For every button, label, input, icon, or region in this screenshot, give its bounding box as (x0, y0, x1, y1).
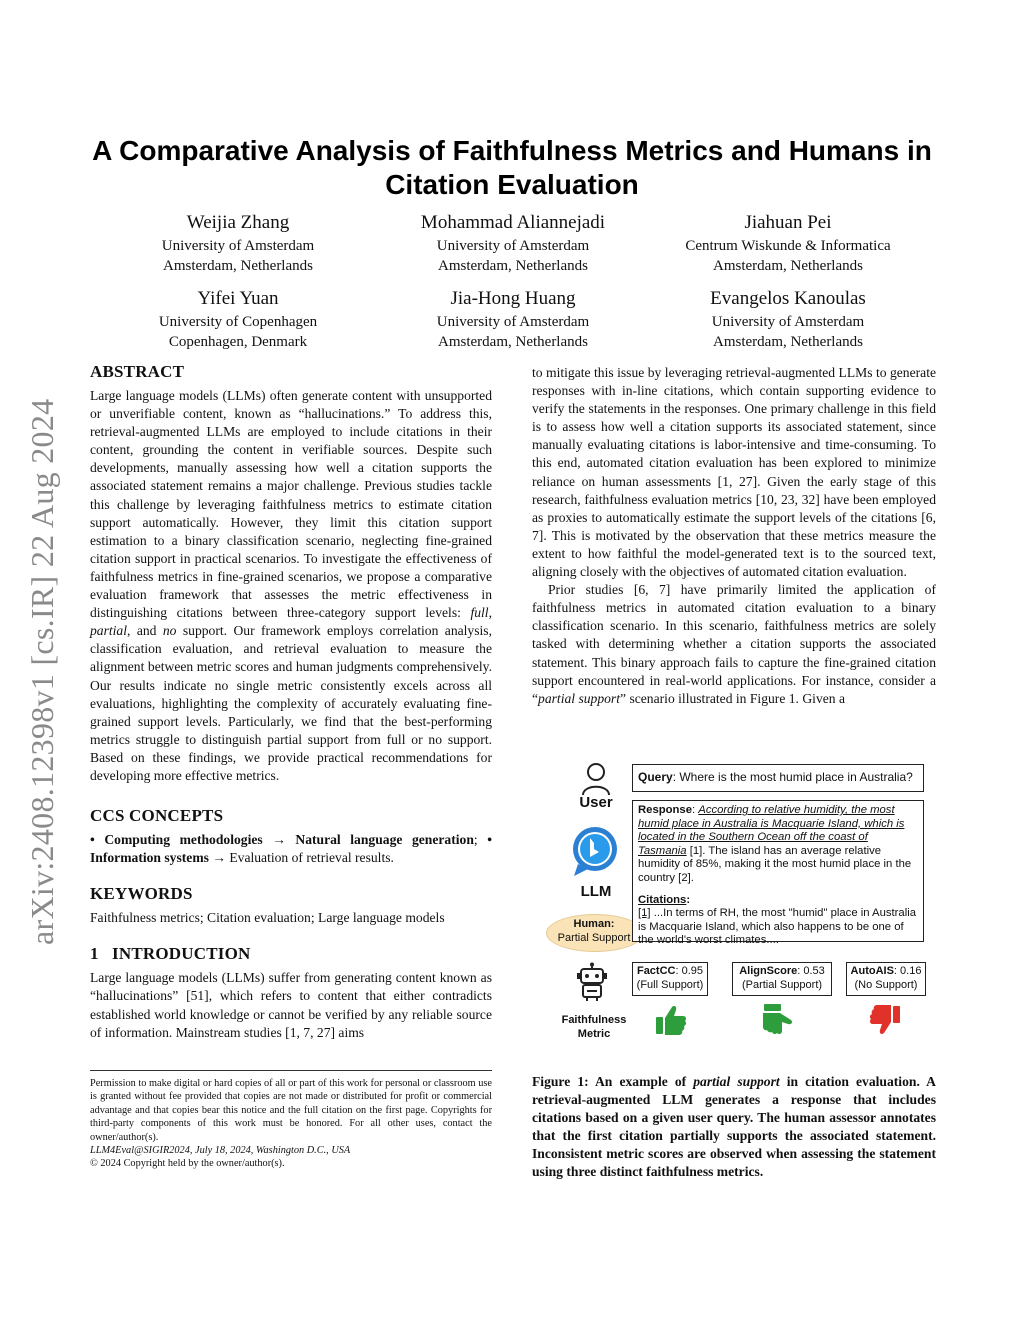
llm-chat-icon (568, 824, 622, 878)
metric-label-1: Faithfulness (561, 1014, 627, 1026)
metric-box-alignscore (732, 962, 832, 996)
right-column (532, 364, 936, 708)
author-location: Copenhagen, Denmark (168, 334, 308, 350)
left-column (90, 361, 492, 1042)
copyright: © 2024 Copyright held by the owner/author(s). (90, 1158, 285, 1170)
ccs-concept: • Computing methodologies → Natural language generation (90, 832, 474, 848)
query-box (632, 764, 924, 792)
user-icon (580, 762, 612, 796)
abstract-sep: , (488, 605, 492, 621)
metric-name: AlignScore (739, 965, 798, 977)
author-location: Amsterdam, Netherlands (438, 334, 588, 350)
citations-key: Citations (638, 893, 687, 906)
citation-ref: [1] (638, 907, 651, 920)
abstract-sep: , and (127, 623, 163, 639)
metric-verdict-label: (Full Support) (636, 978, 704, 991)
caption-prefix: Figure 1: An example of (532, 1074, 694, 1089)
author-location: Amsterdam, Netherlands (163, 258, 313, 274)
permission-notice: Permission to make digital or hard copies of all or part of this work for personal or classroom use is granted without fee provided that copies are not made or distributed for profit or commercial advantage and that copies bear this notice and the full citation on the first page. Copyrights for third-party components of this work must be honored. For all other uses, contact the owner/author(s). (90, 1078, 492, 1143)
author-affiliation: University of Amsterdam (711, 314, 865, 330)
thumbs-up-icon (654, 1004, 688, 1036)
ccs-sep: ; (473, 832, 488, 848)
venue: LLM4Eval@SIGIR2024, July 18, 2024, Washington D.C., USA (90, 1145, 351, 1157)
intro-paragraph: Large language models (LLMs) suffer from generating content known as “hallucinations” [51], which refers to content that either contradicts established world knowledge or cannot be verified by any reliable source of information. Mainstream studies [1, 7, 27] aims (90, 970, 492, 1040)
intro-heading: 1 INTRODUCTION (90, 944, 251, 964)
abstract-part: Large language models (LLMs) often generate content with unsupported or unverifiable content, known as “hallucinations.” To address this, retrieval-augmented LLMs are employed to include citations in their content, grounding the content in verifiable sources. Despite such developments, manually assessing how well a citation supports the associated statement remains a major challenge. Previous studies tackle this challenge by leveraging faithfulness metrics to estimate citation support automatically. However, they limit this citation support estimation to a binary classification scenario, neglecting fine-grained citation support in practical scenarios. To investigate the effectiveness of faithfulness metrics in fine-grained scenarios, we propose a comparative evaluation framework that assesses the metric effectiveness in distinguishing citations between three-category support levels: (90, 388, 492, 621)
response-statement: According to relative humidity, the most humid place in Australia is Macquarie Island, which is located in the Southern Ocean off the coast of Tasmania (638, 804, 905, 857)
intro-paragraph-cont: to mitigate this issue by leveraging retrieval-augmented LLMs to generate responses with in-line citations, which contain supporting evidence to verify the statements in the responses. One primary challenge in this field is to assess how well a citation supports its associated statement, since manually evaluating citations is labor-intensive and time-consuming. To this end, automated citation evaluation has been explored to minimize reliance on human assessments [1, 27]. Given the early stage of this research, faithfulness evaluation metrics [10, 23, 32] have been employed as proxies to automatically estimate the support levels of the citations [6, 7]. This is motivated by the observation that these metrics measure the extent to how faithful the model-generated text is to the sourced text, aligning closely with the objectives of automated citation evaluation. (532, 365, 936, 580)
author-name: Jiahuan Pei (744, 212, 832, 233)
figure-caption (532, 1073, 936, 1182)
footnote-rule (90, 1070, 492, 1071)
author-block (638, 210, 938, 276)
author-affiliation: University of Amsterdam (436, 314, 590, 330)
response-rest: [1]. The island has an average relative humidity of 85%, making it the most humid place in the country [2]. (638, 844, 912, 884)
response-text (638, 804, 918, 886)
query-key: Query (638, 770, 673, 784)
author-affiliation: University of Copenhagen (158, 314, 318, 330)
query-text: : Where is the most humid place in Australia? (672, 770, 913, 784)
author-affiliation: University of Amsterdam (436, 238, 590, 254)
metric-score: : 0.16 (893, 965, 922, 977)
response-box (632, 800, 924, 947)
citations-text (638, 894, 918, 948)
metric-score: : 0.53 (797, 965, 825, 977)
author-block (638, 286, 938, 352)
user-label: User (579, 794, 613, 811)
paper-title: A Comparative Analysis of Faithfulness Metrics and Humans in Citation Evaluation (92, 135, 932, 200)
keywords-text: Faithfulness metrics; Citation evaluation; Large language models (90, 910, 445, 926)
figure-1 (540, 758, 940, 1048)
response-sep: : (692, 804, 699, 816)
intro-part: ” scenario illustrated in Figure 1. Given a (620, 690, 846, 706)
author-name: Yifei Yuan (197, 288, 279, 309)
metric-verdict-label: (Partial Support) (741, 978, 823, 991)
citations-sep: : (686, 893, 691, 906)
ccs-heading: CCS CONCEPTS (90, 806, 224, 826)
citation-text: ...In terms of RH, the most "humid" place in Australia is Macquarie Island, which also happens to be one of the world's worst climates.... (638, 907, 917, 947)
arxiv-stamp: arXiv:2408.12398v1 [cs.IR] 22 Aug 2024 (24, 398, 60, 945)
author-affiliation: University of Amsterdam (161, 238, 315, 254)
human-value: Partial Support (557, 932, 631, 944)
author-name: Weijia Zhang (186, 212, 290, 233)
caption-rest: in citation evaluation. A retrieval-augmented LLM generates a response that includes citations based on a given user query. The human assessor annotates that the first citation partially supports the associated statement. Inconsistent metric scores are observed when assessing the statement using three distinct faithfulness metrics. (532, 1074, 936, 1180)
author-name: Evangelos Kanoulas (710, 288, 866, 309)
author-location: Amsterdam, Netherlands (713, 258, 863, 274)
abstract-part: support. Our framework employs correlation analysis, classification evaluation, and retrieval evaluation to measure the alignment between metric scores and human judgments comprehensively. Our results indicate no single metric consistently excels across all evaluations, highlighting the complexity of accurately evaluating fine-grained support levels. Particularly, we find that the best-performing metrics struggle to distinguish partial support from full or no support. Based on these findings, we provide practical recommendations for developing more effective metrics. (90, 623, 492, 783)
ccs-rest: → Evaluation of retrieval results. (208, 850, 394, 866)
intro-em: partial support (538, 690, 621, 706)
abstract-em-no: no (162, 623, 177, 639)
abstract-text (90, 387, 492, 785)
robot-icon (574, 962, 610, 1002)
thumbs-down-icon (868, 1004, 902, 1036)
author-location: Amsterdam, Netherlands (713, 334, 863, 350)
author-block (363, 210, 663, 276)
author-name: Mohammad Aliannejadi (420, 212, 606, 233)
metric-name: AutoAIS (850, 965, 894, 977)
metric-score: : 0.95 (675, 965, 704, 977)
abstract-heading: ABSTRACT (90, 362, 185, 381)
metric-box-autoais (846, 962, 926, 996)
author-name: Jia-Hong Huang (450, 288, 576, 309)
author-block (88, 210, 388, 276)
metric-label-2: Metric (577, 1028, 611, 1040)
abstract-em-partial: partial (90, 623, 128, 639)
intro-paragraph-2 (532, 581, 936, 708)
author-block (88, 286, 388, 352)
ccs-concept: • Information systems (90, 832, 492, 866)
ccs-text (90, 831, 492, 867)
author-block (363, 286, 663, 352)
metric-name: FactCC (636, 965, 676, 977)
human-label: Human: (573, 918, 615, 930)
metric-verdict-label: (No Support) (854, 978, 918, 991)
intro-part: Prior studies [6, 7] have primarily limited the application of faithfulness metrics in automated citation evaluation to a binary classification scenario. In this scenario, faithfulness metrics are solely tasked with determining whether a citation supports the associated statement. This binary approach fails to capture the fine-grained citation support encountered in real-world applications. For instance, consider a “ (532, 582, 936, 706)
abstract-em-full: full (470, 605, 489, 621)
metric-box-factcc (632, 962, 708, 996)
llm-label: LLM (580, 883, 612, 900)
author-location: Amsterdam, Netherlands (438, 258, 588, 274)
caption-em: partial support (693, 1074, 780, 1089)
footnote (90, 1077, 492, 1171)
author-affiliation: Centrum Wiskunde & Informatica (685, 238, 891, 254)
keywords-heading: KEYWORDS (90, 884, 193, 904)
thumbs-sideways-icon (760, 1002, 794, 1036)
response-key: Response (638, 804, 692, 816)
